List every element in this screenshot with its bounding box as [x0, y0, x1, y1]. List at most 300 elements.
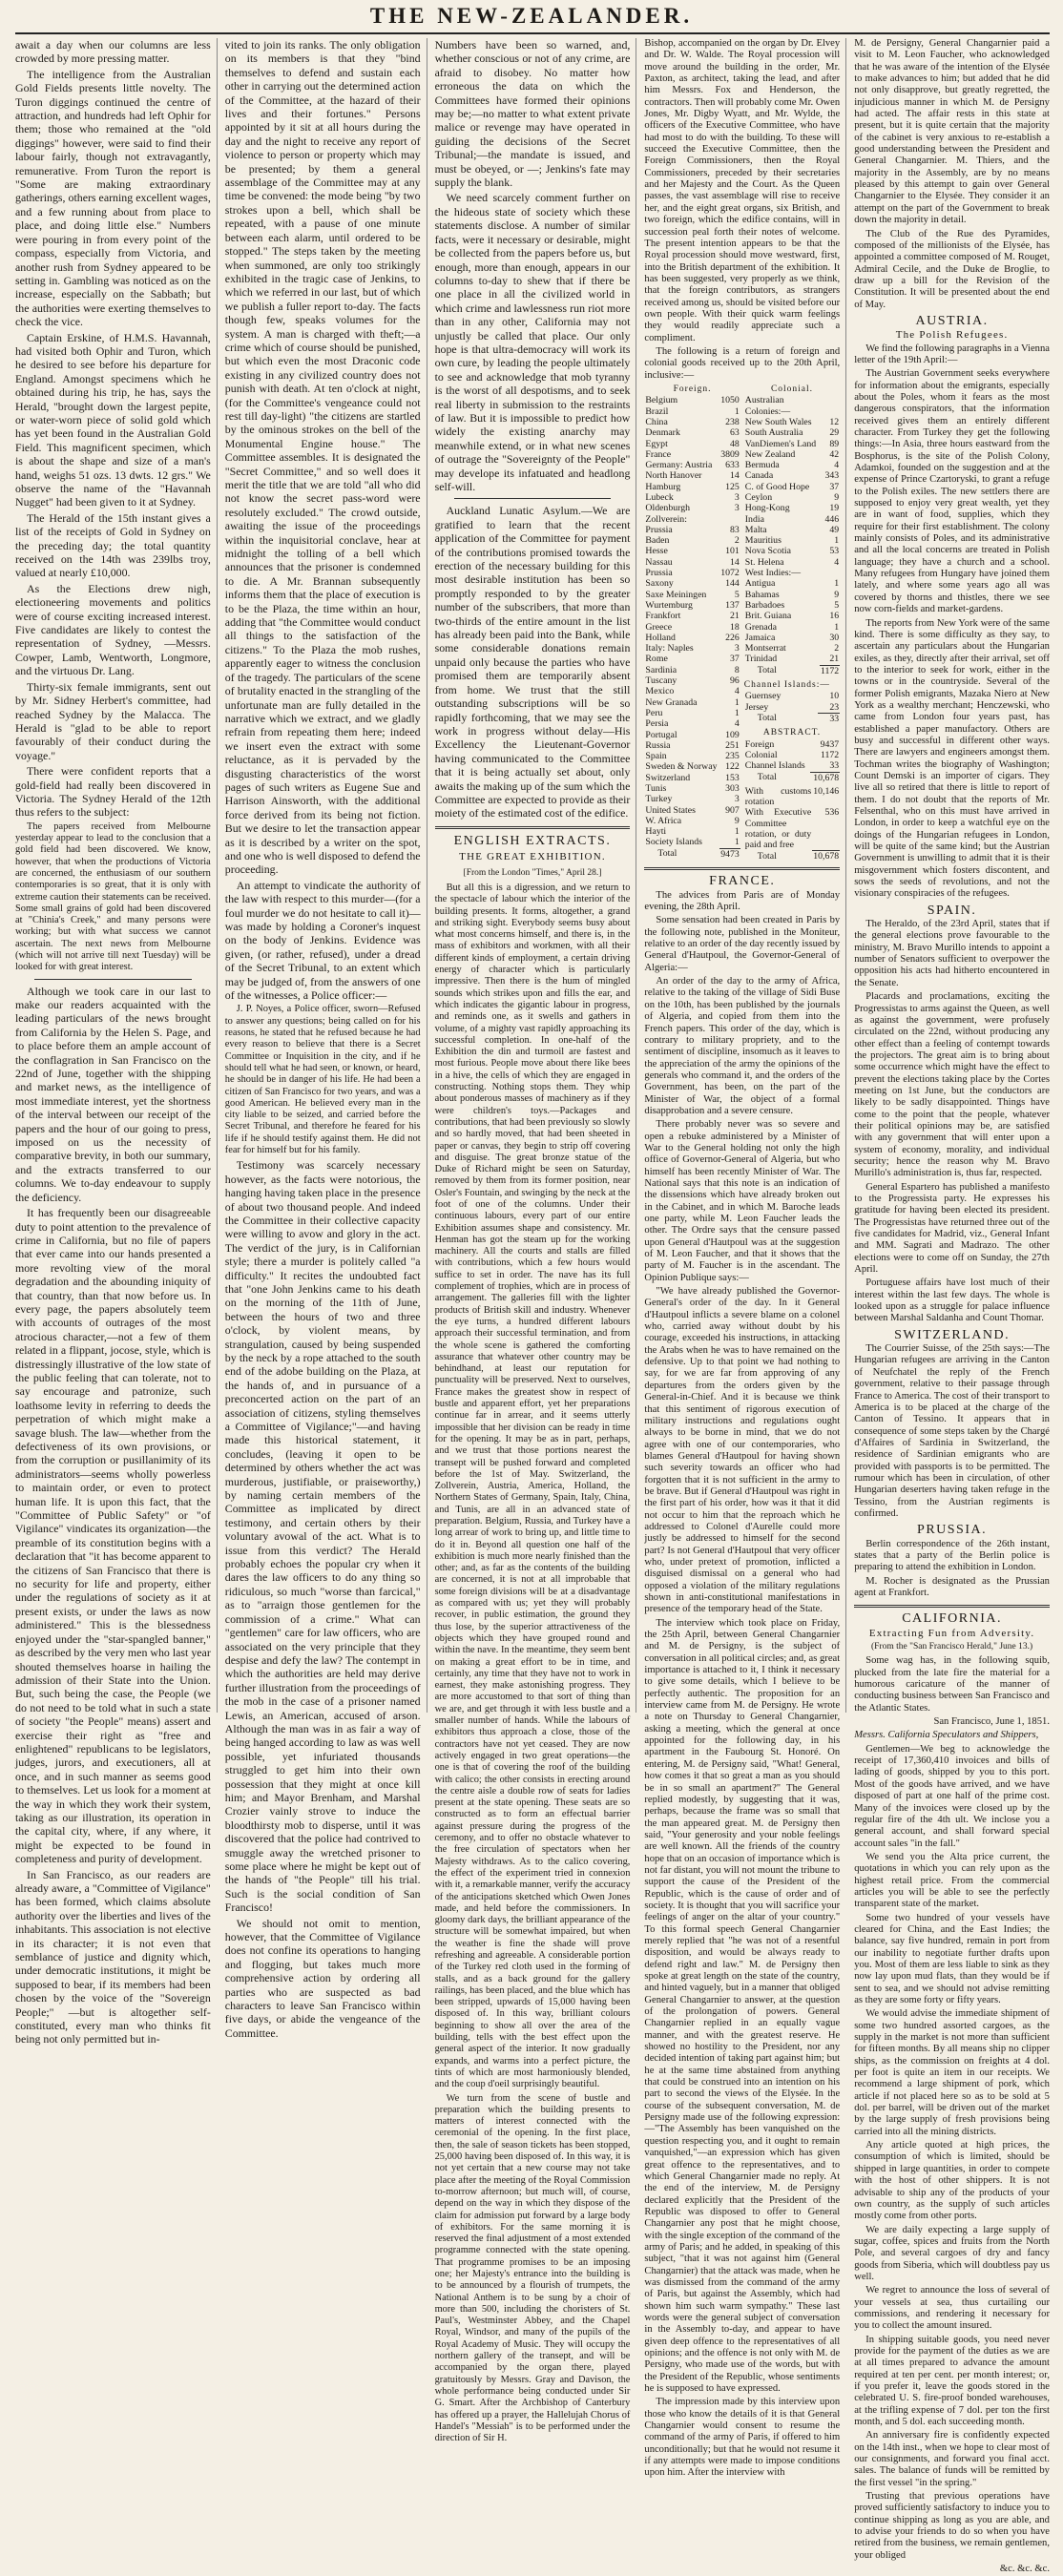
table-row: [744, 470, 840, 481]
table-total-row: [744, 772, 840, 783]
table-cell-label: Antigua: [744, 578, 776, 590]
paragraph: An order of the day to the army of Africa, relative to the taking of the village of Sidi Buse on the 10th, has been published by the journals of Algeria, and copied from them into the French papers. This order of the day, which is contrary to military propriety, and to the sentiment of discipline, insomuch as it leaves to the appreciation of the army the opinions of the generals who command it, and the orders of the Government, has been, on the part of the Minister of War, the object of a formal disapprobation and a severe censure.: [644, 976, 841, 1116]
table-row: [644, 535, 740, 546]
table-cell-value: 1: [734, 826, 740, 838]
table-cell-value: 1172: [820, 749, 840, 760]
table-cell-label: W. Africa: [645, 815, 682, 826]
table-row: [644, 697, 740, 708]
table-cell-label: Bermuda: [744, 460, 780, 471]
paragraph: Bishop, accompanied on the organ by Dr. Elvey and Dr. W. Walde. The Royal procession will move around the building in the order, Mr. Paxton, as architect, taking the lead, and after him Messrs. Fox and Henderson, the contractors. Then will probably come Mr. Owen Jones, Mr. Digby Wyatt, and Mr. Wylde, the officers of the Executive Committee, who have had most to do with the building. To these will succeed the Executive Committee, then the Foreign Commissioners, then the Royal Commissioners, preceded by their secretaries and her Majesty and the Court. As the Queen passes, the vast assemblage will rise to receive her, and the eight great organs, six British, and two foreign, which the edifice contains, will in succession peal forth their notes of welcome. The present intention appears to be that the Royal procession should move westward, first, into the British department of the exhibition. It has been suggested, very properly as we think, that the foreign contributors, as strangers received among us, should be visited before our own people. With their quick warm feelings they would readily appreciate such a compliment.: [644, 38, 841, 343]
table-cell-label: West Indies:—: [744, 568, 802, 579]
table-cell-label: Portugal: [645, 729, 677, 740]
paragraph: There probably never was so severe and open a rebuke administered by a Minister of War to the General holding not only the high office of Governor-General of Algeria, but who himself has been recently Minister of War. The National says that this note is an indication of the dissensions which have already broken out in the Cabinet, and in which M. Baroche leads one party, while M. Leon Faucher leads the other. The Ordre says that the censure passed upon General d'Hautpoul was at the suggestion of M. Leon Faucher, and that it shows that the party of M. Faucher is in the ascendant. The Opinion Publique says:—: [644, 1119, 841, 1283]
paragraph: Testimony was scarcely necessary however, as the facts were notorious, the hanging having taken place in the presence of about two thousand people. And indeed the Committee in their collective capacity were willing to avow and glory in the act. The verdict of the jury, is in Californian style; there a murder is politely called "a difficulty." It recites the undoubted fact that "one John Jenkins came to his death on the morning of the 11th of June, between the hours of two and three o'clock, by violent means, by strangulation, caused by being suspended by the neck by a rope attached to the south end of the adobe building on the Plaza, at the hands of, and in pursuance of a preconcerted action on the part of an association of citizens, styling themselves a Committee of Vigilance;"—and having made this historical statement, it concludes, (leaving it open to be determined by others whether the act was murderous, justifiable, or praiseworthy,) by naming certain members of the Committee as implicated by direct testimony, and certain others by their voluntary avowal of the act. What is to issue from this verdict? The Herald probably echoes the popular cry when it dares the law officers to do any thing so ridiculous, so much "worse than farcical," as to "arraign those gentlemen for the commission of a crime." What can "gentlemen" care for law officers, who are associated on the very principle that they despise and defy the law? The contempt in which the authorities are held may derive further illustration from the proceedings of the mob in the case of a prisoner named Lewis, an American, accused of arson. Although the man was in as fair a way of being hanged according to law as was well possible, yet infuriated thousands struggled to get him into their own possession that they might at once kill him; and Mayor Brenham, and Marshal Crozier vainly strove to induce the bloodthirsty mob to disperse, until it was discovered that the police had contrived to smuggle away the wretched prisoner to some place where he might be kept out of the hands of "the People" till his trial. Such is the social condition of San Francisco!: [224, 1158, 421, 1915]
table-cell-label: Trinidad: [744, 654, 778, 665]
table-row: [644, 686, 740, 696]
paragraph: Numbers have been so warned, and, whether conscious or not of any crime, are afraid to disobey. No matter how erroneous the data on which the Committees have formed their opinions may be;—no matter to what extent private malice or revenge may have operated in guiding the decisions of the Secret Tribunal;—the mandate is issued, and must be obeyed, or —; Jenkins's fate may supply the blank.: [434, 38, 631, 190]
table-cell-value: 53: [829, 546, 840, 557]
table-row: [744, 691, 840, 701]
paragraph: The impression made by this interview upon those who know the details of it is that General Changarnier would consent to resume the command of the army of Paris, if offered to him unconditionally; but that he would not resume it if any attempts were made to impose conditions upon him. After the interview with: [644, 2397, 841, 2479]
paragraph: We send you the Alta price current, the quotations in which you can rely upon as the highest retail price. From the commercial articles you will be able to see the perfectly transparent state of the market.: [854, 1851, 1050, 1910]
table-cell-label: C. of Good Hope: [744, 481, 810, 492]
table-cell-value: 12: [829, 416, 840, 427]
table-cell-value: 4: [734, 686, 740, 697]
table-row: [744, 786, 840, 808]
table-row: [644, 665, 740, 675]
table-cell-label: Holland: [645, 632, 676, 643]
table-cell-label: Lubeck: [645, 491, 674, 503]
table-cell-value: 19: [829, 503, 840, 514]
paragraph: Trusting that previous operations have proved sufficiently satisfactory to induce you to continue shipping as long as you are able, and to advise your friends to do so when you have retired from the business, we remain gentlemen, your obliged: [854, 2491, 1050, 2561]
paragraph: We would advise the immediate shipment of some two hundred assorted cargoes, as the supply in the market is not more than sufficient for fifteen months. By all means ship no clipper ships, as the commission on freights at 4 dol. per foot is quite an item in our receipts. We recommend a large shipment of pork, which article if not placed here so as to be sold at 5 dol. per barrel, will be driven out of the market by the large supply of fresh provisions being carried into all the mining districts.: [854, 2008, 1050, 2137]
paragraph: We regret to announce the loss of several of your vessels at sea, thus curtailing our commissions, and rendering it necessary for you to collect the amount insured.: [854, 2285, 1050, 2332]
table-row: [644, 449, 740, 460]
paragraph: General Espartero has published a manifesto to the Progressista party. He expresses his gratitude for having been elected its president. The Progressistas have returned three out of the five candidates for Madrid, viz., General Infant and MM. Sagrati and Madrazo. The other elections were to come off on Sunday, the 27th April.: [854, 1181, 1050, 1276]
table-cell-label: Persia: [645, 718, 669, 730]
table-cell-value: [820, 568, 840, 578]
table-cell-value: 137: [725, 599, 740, 611]
section-heading-france: FRANCE.: [709, 874, 776, 889]
table-cell-label: India: [744, 513, 764, 525]
table-cell-label: Barbadoes: [744, 599, 785, 611]
table-row: [644, 773, 740, 783]
table-row: [644, 600, 740, 611]
paragraph: It has frequently been our disagreeable duty to point attention to the prevalence of crime in California, but no file of papers that ever came into our hands presented a more revolting view of the moral degradation and the abounding iniquity of that country, than that now before us. In every page, the papers absolutely teem with accounts of outrages of the most atrocious character,—not a few of them related in a flippant, jocose, style, which is distressingly illustrative of the low state of the public feeling that can tolerate, not to say encourage and patronize, such loathsome levity in referring to deeds the perpetration of which might make a savage blush. The law—whether from the defectiveness of its own provisions, or from the corruption or pusillanimity of its administrators—seems wholly powerless to maintain order, or even to protect human life. It is upon this fact, that the "Committee of Public Safety" or "of Vigilance" vindicates its organization—the preamble of its constitution begins with a declaration that "it has become apparent to the citizens of San Francisco that there is no security for life and property, either under the regulations of society as it at present exists, or under the laws as now administered." This is the blessedness enjoyed under the "star-spangled banner," as described by the very men who last year shouted themselves hoarse in hailing the admission of their State into the Union. But, such being the case, the People (we do not need to be told what in such a state of society "the People" means) assert and exercise their right as "free and enlightened" republicans to be legislators, judges, jurors, and executioners, all at once, and in such manner as seems good to themselves. Let us look for a moment at the way in which they work their system, taking as our illustration, its operation in the capital city, where, if any where, it might be expected to be found in completeness and purity of development.: [15, 1206, 211, 1866]
table-row: [644, 514, 740, 525]
table-cell-label: New Zealand: [744, 448, 796, 460]
table-cell-label: Saxe Meiningen: [645, 589, 707, 600]
table-row: [744, 643, 840, 654]
paragraph: We need scarcely comment further on the hideous state of society which these statements disclose. A number of similar facts, were it necessary or desirable, might be collected from the papers before us, but enough, more than enough, appears in our columns to-day to shew that if there be one place in all the civilized world in which crime and lawlessness run riot more than in any other, California may not unjustly be called that place. Our only hope is that ultra-democracy will work its own cure, by leading the people ultimately to see and acknowledge that mob tyranny is the worst of all despotisms, and to seek real liberty in submission to the restraints of law. But it is impossible to predict how widely the existing anarchy may meanwhile extend, or in what new scenes of outrage the "Sovereignty of the People" may develope its infatuated and headlong self-will.: [434, 191, 631, 493]
masthead-rule: [15, 32, 1050, 34]
table-cell-value: 96: [730, 675, 740, 687]
paragraph: Berlin correspondence of the 26th instant, states that a party of the Berlin police is preparing to attend the exhibition in London.: [854, 1538, 1050, 1573]
paragraph: Auckland Lunatic Asylum.—We are gratified to learn that the recent application of the Committee for payment of the contributions promised towards the erection of the necessary building for this most desirable institution has been so promptly responded to by the greater number of the subscribers, that more than two-thirds of the entire amount in the list has already been paid into the Bank, while some considerable donations remain unpaid only because the parties who have promised them are temporarily absent from home. We trust that the still outstanding subscriptions will be so rapidly forthcoming, that we may see the work in progress without delay—His Excellency the Lieutenant-Governor having communicated to the Committee that it is being actually set about, only awaits the making up of the sum which the Committee are expected to provide as their moiety of the estimated cost of the edifice.: [434, 504, 631, 821]
quoted-extract: The papers received from Melbourne yesterday appear to lead to the conclusion that a gold field had been discovered. We know, however, that when the productions of Victoria are concerned, the enthusiasm of our southern contemporaries is so great, that it is only with extreme caution their statements can be received. Some small grains of gold had been discovered at "Chinia's Creek," and many persons were working; but with what success we cannot ascertain. The next news from Melbourne (which will not arrive till next Tuesday) will be looked for with great interest.: [15, 821, 211, 973]
paragraph: An anniversary fire is confidently expected on the 14th inst., when we hope to clear most of our consignments, and forward you final acct. sales. The balance of funds will be remitted by the first vessel "in the spring.": [854, 2430, 1050, 2488]
table-row: [744, 807, 840, 850]
table-row: [644, 492, 740, 503]
table-cell-label: North Hanover: [645, 470, 702, 482]
total-label: Total: [757, 665, 777, 676]
table-row: [744, 633, 840, 643]
table-row: [744, 460, 840, 470]
paragraph: The intelligence from the Australian Gold Fields presents little novelty. The Turon diggings continued the centre of attraction, and hundreds had left Ophir for them; those who remained at the "old diggings" however, were said to find their labour fairly, though not extravagantly, remunerative. From Turon the report is "Some are making extraordinary gatherings, others earning excellent wages, and a few running about from place to place, and doing little else." Numbers were pouring in from every point of the compass, especially from Victoria, and another rush from Sydney appeared to be setting in. Gambling was noticed as on the increase, especially on the Sabbath; but the authorities were exerting themselves to check the vice.: [15, 67, 211, 329]
table-row: [744, 417, 840, 427]
paragraph: We find the following paragraphs in a Vienna letter of the 19th April:—: [854, 343, 1050, 365]
paragraph: The Austrian Government seeks everywhere for information about the emigrants, especially about the Poles, whom it fears as the most dangerous conspirators, that the information received gives them an entirely different character. From Turkey they get the following things:—In Asia, three hours eastward from the Bosphorus, is the site of the Polish Colony, Adamkoi, founded on the suggestion and at the expense of Prince Czartoryski, to grant a refuge to the Polish exiles. The new settlers there are supposed to enjoy very great wealth, yet they are in want of food, supplies, which they require for their first establishment. The colony mainly consists of Poles, and its administrative and all the local concerns are treated in Polish language; they have a church and a school. Many refugees from Hungary have joined them lately, and where some years ago all was covered by thorns and thistles, there we see now corn-fields and market-gardens.: [854, 368, 1050, 615]
table-cell-value: 37: [829, 481, 840, 492]
colonial-goods-block: [744, 384, 840, 862]
total-label: Total: [657, 848, 677, 860]
paragraph: Placards and proclamations, exciting the Progressistas to arms against the Queen, as well as against the government, were profusely circulated on the 22nd, without producing any other effect than a feeling of contempt towards the projectors. The great aim is to bring about some occurrence which might have the effect to prevent the elections taking place by the Cortes meeting on 1st June, but the conductors are likely to be sadly disappointed. Things have come to the point that the people, whatever their political opinions may be, are satisfied with any government that will enter upon a system of economy, morality, and individual security; hence the reason why M. Bravo Murillo's administration is, thus far, respected.: [854, 991, 1050, 1179]
paragraph: Any article quoted at high prices, the consumption of which is limited, should be shipped in large quantities, in order to compete with the host of other shippers. It is not advisable to ship any of the products of your own country, as the supply of such articles mostly come from other ports.: [854, 2140, 1050, 2222]
table-cell-value: 30: [829, 632, 840, 643]
table-cell-label: Jersey: [744, 701, 769, 713]
table-cell-value: 89: [829, 438, 840, 449]
table-cell-label: Prussia: [645, 524, 673, 535]
total-value: 9473: [720, 848, 740, 860]
quoted-testimony: J. P. Noyes, a Police officer, sworn—Refused to answer any questions; being called on for his reasons, he stated that he refused because he had every reason to believe that there is a Secret Committee or Inquisition in the city, and if he should tell what he had seen, or known, or heard, he should be in danger of his life. He had been a citizen of San Francisco for two years, and was a good American. He believed every man in the city liable to be seized, and carried before the Secret Tribunal, and therefore he feared for his life if he should testify against them. He did not fear for himself but for his family.: [224, 1004, 421, 1155]
table-cell-label: Zollverein:: [645, 513, 687, 525]
table-cell-label: Ceylon: [744, 491, 773, 503]
table-row: [644, 783, 740, 794]
paragraph: In San Francisco, as our readers are already aware, a "Committee of Vigilance" has been formed, which claims absolute authority over the liberties and lives of the inhabitants. This association is not elective in its character; it is not even that semblance of justice and dignity which, under democratic institutions, it might be supposed to bear, if its members had been chosen by the voice of the "Sovereign People;" —but is altogether self-constituted, every man who thinks fit being not only permitted but in-: [15, 1867, 211, 2046]
table-row: [644, 708, 740, 718]
table-row: [744, 395, 840, 417]
section-heading-spain: SPAIN.: [927, 903, 977, 918]
table-cell-label: Bahamas: [744, 589, 780, 600]
table-row: [644, 718, 740, 729]
table-row: [744, 578, 840, 589]
table-cell-value: 1: [734, 405, 740, 417]
table-cell-value: 446: [824, 513, 840, 525]
table-cell-value: 4: [834, 460, 840, 471]
table-cell-value: 251: [725, 739, 740, 751]
table-row: [644, 611, 740, 621]
table-cell-value: 907: [725, 804, 740, 816]
column-2: [224, 38, 427, 2040]
table-cell-label: Nassau: [645, 556, 673, 568]
table-cell-label: Mauritius: [744, 535, 782, 547]
column-4: [644, 38, 846, 2479]
table-cell-label: Saxony: [645, 578, 674, 590]
table-cell-label: Hamburg: [645, 481, 681, 492]
table-row: [644, 546, 740, 556]
table-row: [744, 568, 840, 578]
table-cell-value: 4: [834, 556, 840, 568]
table-cell-value: 21: [730, 611, 740, 622]
table-cell-label: Malta: [744, 524, 767, 535]
table-cell-value: 343: [824, 470, 840, 482]
table-cell-value: 14: [730, 470, 740, 482]
total-label: Total: [757, 772, 777, 782]
table-total-row: [744, 851, 840, 862]
table-cell-value: 303: [725, 783, 740, 794]
table-cell-label: VanDiemen's Land: [744, 438, 817, 449]
signature: &c. &c. &c.: [999, 2564, 1050, 2575]
table-cell-label: Greece: [645, 621, 673, 633]
subheading-extracting-fun: Extracting Fun from Adversity.: [868, 1627, 1035, 1639]
paragraph: The interview which took place on Friday, the 25th April, between General Changarnier and M. de Persigny, is the subject of conversation in all political circles; and, as great importance is attached to it, I think it necessary to give some details, which I believe to be perfectly authentic. The proposition for an interview came from M. de Persigny. He wrote a note on Thursday to General Changarnier, asking a meeting, which the general at once appointed for the following day, in his apartment in the Faubourg St. Honoré. On entering, M. de Persigny said, "What! General, how comes it that so great a man as you should be in so small an apartment?" The General replied modestly, by suggesting that it was, perhaps, because the frame was so small that the man appeared great. M. de Persigny then said, "Your generosity and your noble feelings are well known. All the friends of the country hope that on an occasion of importance which is not far distant, you will not mount the tribune to support the cause of the President of the Republic, which is the cause of order and of society. It is thought that you will sacrifice your feelings of anger on the altar of your country." To this formal speech General Changarnier merely replied that "he was not of a resentful disposition, and would be always ready to defend right and law." M. de Persigny then spoke at great length on the state of the country, and hinted vaguely, but in a manner that obliged General Changarnier to answer, at the question of the prolongation of powers. General Changarnier replied in an equally vague manner, and with the greatest reserve. He showed no hostility to the President, nor any decided intention of taking part against him; but he at the same time abstained from anything that could be construed into an intention on his part to second the views of the Elysée. In the course of the subsequent conversation, M. de Persigny made use of the following expression:—"The Assembly has been vanquished on the question respecting you, and it ought to remain vanquished,"—an expression which has given great offence to the representatives, and to which General Changarnier made no reply. At the end of the interview, M. de Persigny declared explicitly that the President of the Republic was disposed to offer to General Changarnier any post that he might choose, with the single exception of the command of the army of Paris; and he added, in speaking of this subject, "that it was not against him (General Changarnier) that the attack was made, when he was dismissed from the command of the army of Paris, but against the Assembly, which had shown him such warm sympathy." These last words were the general subject of conversation in the Assembly to-day, and appear to have given deep offence to the representatives of all opinions; and the offence is not only with M. de Persigny, who made use of the words, but with the President of the Republic, whose sentiments he is supposed to have expressed.: [644, 1617, 841, 2395]
paragraph: Thirty-six female immigrants, sent out by Mr. Sidney Herbert's committee, had reached Sydney by the Malacca. The Herald is "glad to be able to report favourably of their conduct during the voyage.": [15, 679, 211, 762]
table-cell-value: 10,146: [813, 785, 840, 797]
table-row: [744, 449, 840, 460]
table-row: [644, 470, 740, 481]
table-cell-value: 63: [730, 427, 740, 439]
table-cell-value: 633: [725, 460, 740, 471]
table-row: [744, 600, 840, 611]
total-value: 10,678: [813, 851, 840, 862]
table-row: [644, 417, 740, 427]
table-cell-value: 125: [725, 481, 740, 492]
table-cell-label: Brit. Guiana: [744, 611, 792, 622]
table-row: [744, 503, 840, 513]
table-row: [744, 482, 840, 492]
table-cell-label: China: [645, 416, 668, 427]
paragraph: Gentlemen—We beg to acknowledge the receipt of 17,360,410 invoices and bills of lading of goods, shipped by you to this port. Most of the goods have arrived, and we have disposed of part at one half of the prime cost. Many of the invoices were closed up by the regular fire of the 4th ult. We inclose you a general account, and shall forward special account sales "in the fall.": [854, 1743, 1050, 1849]
table-cell-value: 5: [834, 599, 840, 611]
paragraph: The Heraldo, of the 23rd April, states that if the general elections prove favourable to the ministry, M. Bravo Murillo intends to appoint a number of Senators sufficient to overpower the opposition his acts had hitherto encountered in the Senate.: [854, 919, 1050, 988]
table-cell-label: With Executive Committee rotation, or duty paid and free: [744, 807, 812, 851]
table-cell-value: 9: [834, 589, 840, 600]
paragraph: But all this is a digression, and we return to the spectacle of labour which the interior of the building presents. It forms, altogether, a grand and striking sight. Everybody seems busy about what most concerns himself, and there is, in the mass of exhibitors and workmen, with all their different kinds of employment, a certain driving energy of character which is particularly impressive. Then there is the hum of mingled sounds which strikes upon and fills the ear, and which indicates the gigantic labour in progress, and reminds one, as it swells and gathers in volume, of a mighty vast rapidly approaching its successful completion. In one-half of the Exhibition the din and turmoil are fastest and most furious. People move about there like bees in a hive, the cells of which they are engaged in constructing. Nothing stops them. They whip about ponderous masses of machinery as if they were children's toys.—Packages and contributions, that had been previously so slowly and so hardly moved, that had been sheeted in paper or canvas, they begin to strip off covering and disguise. The great bronze statue of the Duke of Richard might be seen on Saturday, removed by them from its former position, near Osler's Fountain, and swinging by the neck at the foot of one of the columns. Under their continuous labours, every part of our entire Exhibition assumes shape and consistency. Mr. Henman has got the steam up for the working machinery. All the courts and stalls are filled with contributions, which a few hours would suffice to set in order. The nave has its full complement of trophies, which are in process of arrangement. The galleries fill with the lighter products of British skill and industry. Whenever the eye turns, a hundred different labours approach their successful termination, and from the whole scene is gathered the comforting assurance that whatever other country may be behindhand, at least our reputation for punctuality will be preserved. Next to ourselves, France makes the greatest show in respect of bustle and apparent effort, yet her preparations continue far in arrear, and it seems utterly impossible that her division can be ready in time for the opening. It may be as in part, perhaps, and we trust that those portions nearest the transept will be pushed forward and completed before the 1st of May. Switzerland, the Zollverein, Austria, America, Holland, the Northern States of Germany, Spain, Italy, China, and Tunis, are all in an advanced state of preparation. Belgium, Russia, and Turkey have a long arrear of work to bring up, and little time to do it in. Beyond all question one half of the exhibition is much more nearly finished than the other; and, as far as the contents of the building are concerned, it is not at all improbable that some foreign divisions will be at a disadvantage as compared with us; yet they will probably recover, in public estimation, the ground they thus lose, by the superior attractiveness of the objects which they have grouped round and within the nave. In the meantime, they seem bent on making a great effort to be in time, and certainly, any time that they have not to work in earnest, they make astonishing progress. They are more accustomed to that sort of thing than we are, and get through it with less bustle and a smaller number of hands. While the labours of exhibitors thus approach a close, those of the contractors have not yet ceased. They are now actively engaged in two great operations—the one is that of covering the roof of the building with calico; the other consists in erecting around the centre aisle a double row of seats for ladies present at the state opening. These seats are so constructed as to form an effectual barrier against pressure during the progress of the ceremony, and to offer no obstacle whatever to the free circulation of spectators when her Majesty withdraws. As to the calico covering, the effect of the experiment tried in connexion with it, a remarkable manner, verify the accuracy of the anticipations sketched which Owen Jones made, and held before the commissioners. In gloomy dark days, the brilliant appearance of the structure will be somewhat impaired, but when the weather is fine the shade will prove refreshing and agreeable. A considerable portion of the Turkey red cloth used in the forming of stalls, and as a back ground for the gallery railings, has been placed, and the blue which has been stripped, upwards of 15,000 having been disposed of. In this way, brilliant colours beginning to show all over the area of the building, tells with the best effect upon the general aspect of the interior. It now gradually expands, and warms into a perfect picture, the tints of which are most harmoniously blended, and the coup d'oeil surprisingly beautiful.: [434, 882, 631, 2090]
table-cell-label: Hesse: [645, 546, 668, 557]
table-cell-label: Guernsey: [744, 691, 782, 702]
table-cell-label: Frankfort: [645, 611, 681, 622]
source-credit: [From the London "Times," April 28.]: [463, 867, 602, 878]
table-cell-value: 8: [734, 664, 740, 675]
table-cell-label: Colonial: [744, 749, 778, 760]
table-cell-value: 2: [734, 535, 740, 547]
table-row: [644, 826, 740, 837]
table-cell-value: 153: [725, 772, 740, 783]
abstract-table: [744, 739, 840, 783]
total-label: Total: [757, 713, 777, 724]
table-cell-value: 1072: [720, 568, 740, 579]
paragraph: Some sensation had been created in Paris by the following note, published in the Moniteur, relative to an order of the day recently issued by General d'Hautpoul, the Governor-General of Algeria:—: [644, 915, 841, 973]
table-cell-label: Australian Colonies:—: [744, 395, 791, 417]
paragraph: There were confident reports that a gold-field had really been discovered in Victoria. The Sydney Herald of the 12th thus refers to the subject:: [15, 764, 211, 820]
column-3: [434, 38, 637, 2444]
table-row: [644, 427, 740, 438]
table-cell-value: 3809: [720, 448, 740, 460]
table-cell-label: Sardinia: [645, 664, 677, 675]
table-cell-label: New South Wales: [744, 416, 812, 427]
table-cell-value: 37: [730, 654, 740, 665]
table-cell-label: Peru: [645, 707, 663, 718]
table-cell-label: Prussia: [645, 568, 673, 579]
table-cell-value: 10: [829, 691, 840, 702]
table-cell-value: 122: [725, 761, 740, 773]
paragraph: M. de Persigny, General Changarnier paid a visit to M. Leon Faucher, who acknowledged that he was aware of the intention of the Elysée to make advances to him; but added that he did not only disapprove, but greatly regretted, the injudicious manner in which M. de Persigny had acted. The affair rests in this state at present, but it is quite certain that the majority of the cabinet is very anxious to re-establish a good understanding between the President and General Changarnier. M. Thiers, and the majority in the Assembly, are by no means pleased by this attempt to gain over General Changarnier to the Elysée. They consider it an attempt on the part of the Government to break down the majority in detail.: [854, 38, 1050, 226]
table-cell-label: Hong-Kong: [744, 503, 790, 514]
table-row: [744, 622, 840, 633]
table-cell-label: Nova Scotia: [744, 546, 791, 557]
table-row: [644, 805, 740, 816]
table-cell-label: With customs rotation: [744, 785, 812, 808]
table-row: [744, 427, 840, 438]
goods-return-tables: [644, 384, 840, 862]
table-cell-label: Belgium: [645, 395, 678, 406]
table-cell-label: Switzerland: [645, 772, 691, 783]
section-divider: [644, 867, 840, 870]
table-cell-value: 49: [829, 524, 840, 535]
paragraph: "We have already published the Governor-General's order of the day. In it General d'Hautpoul inflicts a severe blame on a colonel who, carried away without doubt by his courage, exceeded his instructions, in attacking the Arabs when he was to have remained on the defensive. Up to that point we had nothing to say, for we are far from approving of any departures from the orders given by the General-in-Chief. And it is because we think that this sentiment of rigorous execution of military instructions and regulations ought always to be borne in mind, that we do not agree with one of our contemporaries, who blames General d'Hautpoul for having shown such severity towards an officer who had forgotten that it is not sufficient in the army to be brave. But if General d'Hautpoul was right in the first part of his order, how was it that it did not occur to him that the reproach which he addressed to Colonel d'Aurelle could more justly be addressed to himself for the second part? Is not General d'Hautpoul that very officer who, under pretext of promotion, inflicted a disguised dismissal on a general who had opposed a violation of the military regulations shown in anti-constitutional manifestations in presence of the temporary head of the State.: [644, 1286, 841, 1615]
section-heading-austria: AUSTRIA.: [915, 313, 989, 328]
table-cell-value: 18: [730, 621, 740, 633]
source-credit: (From the "San Francisco Herald," June 13.): [870, 1642, 1033, 1652]
paragraph: The reports from New York were of the same kind. There is some difficulty as they say, to ascertain any particulars about the Hungarian exiles, as they, directly after their arrival, set off to the interior to seek for work, either in the towns or in the countryside. Several of the former Polish emigrants, Mazaka Niero at New York as a wealthy merchant; Henczewski, who came from London four years past, has established a paper manufactory. Others are busy and successful in different other ways. There are lawyers and engineers amongst them. Tochman writes the biography of Washington; Count Demski is an importer of cigars. They live all so retired that there is little to report of them. I do not doubt that the reports of Mr. Felsenthal, who on this must have arrived in London, in order to keep a watchful eye on the doings of the Hungarian refugees in London, will be quite of the same kind; but the Austrian Government is unwilling to admit that it is their misgovernment which fosters discontent, and sows the seeds of revolutions, and not the visionary conspiracies of the refugees.: [854, 617, 1050, 900]
customs-table: [744, 786, 840, 862]
table-row: [644, 730, 740, 740]
paragraph: The Herald of the 15th instant gives a list of the receipts of Gold in Sydney on the preceding day; the total quantity received on the 14th was 239lbs troy, valued at nearly £10,000.: [15, 510, 211, 580]
table-cell-value: 9437: [820, 738, 840, 750]
table-cell-label: Italy: Naples: [645, 643, 694, 654]
table-cell-value: 23: [829, 701, 840, 713]
table-total-row: [744, 665, 840, 676]
table-cell-label: Montserrat: [744, 643, 786, 654]
table-cell-value: 48: [730, 438, 740, 449]
table-cell-value: 109: [725, 729, 740, 740]
table-cell-label: Germany: Austria: [645, 460, 713, 471]
table-cell-value: 33: [829, 760, 840, 772]
table-cell-label: Brazil: [645, 405, 669, 417]
table-row: [644, 568, 740, 578]
table-row: [744, 654, 840, 665]
table-row: [744, 611, 840, 621]
table-row: [644, 654, 740, 664]
table-cell-value: 83: [730, 524, 740, 535]
table-row: [744, 514, 840, 525]
table-row: [744, 546, 840, 556]
paragraph: Portuguese affairs have lost much of their interest within the last few days. The whole is looked upon as a struggle for palace influence between Marshal Saldanha and Count Thomar.: [854, 1278, 1050, 1324]
table-row: [644, 460, 740, 470]
table-cell-value: 235: [725, 751, 740, 762]
salutation: Messrs. California Speculators and Shippers,: [854, 1730, 1039, 1741]
table-row: [744, 760, 840, 772]
section-heading-california: CALIFORNIA.: [902, 1611, 1002, 1627]
table-cell-value: 1: [834, 578, 840, 590]
table-cell-label: Oldenburgh: [645, 503, 691, 514]
table-cell-value: 9: [734, 815, 740, 826]
table-cell-label: Jamaica: [744, 632, 776, 643]
paragraph: As the Elections drew nigh, electioneering movements and politics were of course exciting increased interest. Five candidates are likely to contest the representation of Sydney, —Messrs. Cowper, Lamb, Wentworth, Longmore, and the virtuous Dr. Lang.: [15, 581, 211, 678]
paragraph: The Club of the Rue des Pyramides, composed of the millionists of the Elysée, has appointed a committee composed of M. Rouget, Admiral Cecile, and the Duke de Broglie, to draw up a bill for the Revision of the Constitution. It will be presented about the end of May.: [854, 228, 1050, 310]
table-cell-label: Grenada: [744, 621, 777, 633]
table-cell-value: 4: [734, 718, 740, 730]
table-cell-label: Channel Islands: [744, 760, 805, 772]
table-row: [644, 633, 740, 643]
table-total-row: [644, 848, 740, 860]
table-row: [644, 816, 740, 826]
channel-goods-table: [744, 691, 840, 724]
table-cell-value: 536: [824, 807, 840, 819]
table-cell-label: Wurtemburg: [645, 599, 693, 611]
table-row: [744, 590, 840, 600]
section-divider: [435, 826, 631, 829]
table-cell-label: Tuscany: [645, 675, 677, 687]
table-cell-value: 42: [829, 448, 840, 460]
table-cell-value: 144: [725, 578, 740, 590]
table-row: [644, 837, 740, 848]
table-row: [744, 750, 840, 760]
table-cell-label: Egypt: [645, 438, 668, 449]
table-cell-value: [719, 514, 740, 525]
paragraph: We are daily expecting a large supply of sugar, coffee, spices and fruits from the North Pole, and several cargoes of dry and fancy goods from Siberia, which will doubtless pay us well.: [854, 2224, 1050, 2282]
table-cell-value: 1: [734, 707, 740, 718]
table-cell-label: Hayti: [645, 826, 667, 838]
divider: [34, 979, 192, 980]
table-cell-value: 2: [834, 643, 840, 654]
table-cell-value: 3: [734, 794, 740, 805]
total-value: 10,678: [810, 772, 840, 783]
paragraph: We turn from the scene of bustle and preparation which the building presents to matters of interest connected with the ceremonial of the opening. In the first place, then, the sale of season tickets has been stopped, 25,000 having been disposed of. In this way, it is not yet certain that a new course may not take place after the meeting of the Royal Commission to-morrow afternoon; but much will, of course, depend on the way in which they dispose of the claim for admission put forward by a large body of exhibitors. For the same morning it is reserved the final adjustment of a most extended programme connected with the state opening. That programme promises to be an imposing one; her Majesty's entrance into the building is to be announced by a flourish of trumpets, the National Anthem is to be sung by a choir of more than 500, including the choristers of St. Paul's, Westminster Abbey, and the Chapel Royal, Windsor, and many of the pupils of the Royal Academy of Music. They will occupy the northern gallery of the transept, and will be accompanied by the organ there, played gratuitously by Messrs. Gray and Davison, the whole performance being conducted under Sir G. Smart. After the Archbishop of Canterbury has offered up a prayer, the Hallelujah Chorus of Handel's "Messiah" is to be performed under the direction of Sir H.: [434, 2092, 631, 2444]
table-row: [744, 439, 840, 449]
paragraph: An attempt to vindicate the authority of the law with respect to this murder—(for a foul murder we do not hesitate to call it)—was made by holding a Coroner's inquest on the body of Jenkins. Evidence was given, (or rather, refused), under a dread of the Secret Tribunal, to an extent which may be judged of, from the answers of one of the witnesses, a Police officer:—: [224, 878, 421, 1003]
table-row: [644, 503, 740, 513]
table-cell-label: Spain: [645, 751, 667, 762]
paragraph: Some wag has, in the following squib, plucked from the late fire the material for a humorous caricature of the manner of conducting business between San Francisco and the Atlantic States.: [854, 1655, 1050, 1714]
paragraph: Although we took care in our last to make our readers acquainted with the leading particulars of the news brought from California by the Helen S. Page, and to place before them an ample account of the conflagration in San Francisco on the 22nd of June, together with the shipping and market news, as the intelligence of most immediate interest, yet the shortness of the interval between our receipt of the papers and the hour of our going to press, imposed on us the necessity of comparative brevity, in both our summary, and the extracts transferred to our columns. We to-day endeavour to supply the deficiency.: [15, 984, 211, 1204]
total-value: 33: [818, 713, 840, 724]
total-label: Total: [757, 850, 777, 862]
paragraph: We should not omit to mention, however, that the Committee of Vigilance does not confine its operations to hanging and flogging, but takes much more comprehensive action by ordering all parties who are suspected as bad characters to leave San Francisco within five days, or abide the vengeance of the Committee.: [224, 1916, 421, 2040]
table-row: [644, 675, 740, 686]
paragraph: The advices from Paris are of Monday evening, the 28th April.: [644, 889, 841, 913]
table-cell-value: 226: [725, 632, 740, 643]
table-cell-label: Society Islands: [645, 837, 702, 848]
table-cell-label: France: [645, 448, 672, 460]
table-row: [744, 702, 840, 714]
table-cell-value: 21: [829, 654, 840, 665]
table-cell-value: 1: [734, 837, 740, 848]
masthead: [0, 0, 1063, 32]
table-cell-value: 16: [829, 611, 840, 622]
table-row: [644, 395, 740, 405]
section-heading-switzerland: SWITZERLAND.: [894, 1327, 1011, 1342]
table-cell-label: Denmark: [645, 427, 680, 439]
channel-heading: Channel Islands:—: [743, 680, 830, 691]
subheading-polish-refugees: The Polish Refugees.: [895, 329, 1009, 342]
table-cell-label: New Granada: [645, 696, 698, 708]
table-cell-value: 3: [734, 491, 740, 503]
table-cell-value: 3: [734, 503, 740, 514]
paragraph: Some two hundred of your vessels have cleared for China, and the East Indies; the balance, say five hundred, remain in port from our inability to negotiate further drafts upon you. Most of them are less liable to sink as they now lay upon mud flats, than they would be if sent to sea, and we should not advise remitting as they are some forty or fifty years.: [854, 1912, 1050, 2005]
section-divider: [854, 1605, 1050, 1608]
table-row: [644, 525, 740, 535]
table-cell-value: [820, 395, 840, 417]
paragraph: vited to join its ranks. The only obligation on its members is that they "bind themselves to defend and sustain each other in carrying out the determined action of the Committee, at the hazard of their lives and their fortunes." Persons appointed by it sit at all hours during the day and the night to receive any report of violence to person or property which may be presented; by them a general assemblage of the Committee may at any time be convened: the mode being "by two strokes upon a bell, which shall be repeated, with a pause of one minute between each alarm, until ordered to be stopped." The steps taken by the meeting when summoned, are only too strikingly exhibited in the tragic case of Jenkins, to which we referred in our last, but of which we publish a fuller report to-day. The facts though few, speaks volumes for the system. A man is charged with theft;—a crime which of course should be punished, but which even the most Draconic code existing in any civilized country does not punish with death. At ten o'clock at night, (for the Committee's vengeance could not rest till day-light) "the citizens are startled by the ominous strokes on the bell of the Monumental Engine house." The Committee assembles. It is designated the "Secret Committee," and so well does it merit the title that we are told "all who did not know the secret pass-word were resolutely excluded." The crowd outside, awaiting the issue of the proceedings within the inquisitorial conclave, hear at midnight the tolling of a bell which announces that the prisoner is condemned to die. A Mr. Brannan subsequently informs them that the place of execution is to be the Plaza, the time within an hour, adding that "the Committee would conduct all things to the satisfaction of the citizens." To the Plaza the mob rushes, apparently eager to witness the conclusion of the tragedy. The particulars of the scene of brutality enacted in the strangling of the unfortunate man are fully detailed in the narrative which we extract, and we gladly refrain from repeating them here; indeed we insert even the extract with some reluctance, as it is pervaded by the disgusting characteristics of the worst pages of such writers as Eugene Sue and Harrison Ainsworth, with the additional force derived from its being not fiction. But we desire to let the transaction appear as it is described by a writer on the spot, and one who is well disposed to defend the proceeding.: [224, 38, 421, 877]
table-row: [644, 590, 740, 600]
foreign-heading: Foreign.: [673, 384, 712, 394]
table-row: [644, 622, 740, 633]
table-cell-label: South Australia: [744, 427, 803, 439]
newspaper-columns: [15, 38, 1050, 2575]
table-cell-label: Foreign: [744, 738, 775, 750]
table-cell-label: St. Helena: [744, 556, 784, 568]
column-5: [854, 38, 1050, 2575]
table-row: [744, 492, 840, 503]
table-cell-value: 1050: [720, 395, 740, 406]
table-cell-value: 29: [829, 427, 840, 439]
paragraph: The Courrier Suisse, of the 25th says:—The Hungarian refugees are arriving in the Canton of Neufchatel the reply of the French government, relative to their passage through France to America. The cost of their transport to America is to be placed at the charge of the Canton of Tessino. It appears that in consequence of some steps taken by the Chargé d'Affaires of Sardinia in Switzerland, the residence of Sardinian emigrants who are provided with passports is to be permitted. The rumour which has been in circulation, of other Hungarian deserters having taken refuge in the Tessino, from the Austrian regiments is confirmed.: [854, 1343, 1050, 1519]
table-cell-label: Canada: [744, 470, 774, 482]
table-total-row: [744, 713, 840, 724]
table-row: [744, 525, 840, 535]
table-row: [744, 739, 840, 750]
table-row: [644, 751, 740, 761]
paragraph: Captain Erskine, of H.M.S. Havannah, had visited both Ophir and Turon, which he desired to see before his departure for England. Amongst specimens which he obtained during his trip, he has, says the Herald, "brought down the largest pepite, or water-worn piece of solid gold which has yet been found in the Australian Gold Field. This magnificent specimen, which is about the shape and size of a man's hand, weighs 51 ozs. 13 dwts. 12 grs." We observe the name of the "Havannah Nugget" had been given to it at Sydney.: [15, 330, 211, 509]
paragraph: await a day when our columns are less crowded by more pressing matter.: [15, 38, 211, 66]
table-row: [644, 761, 740, 772]
abstract-heading: ABSTRACT.: [762, 728, 822, 738]
paragraph: The following is a return of foreign and colonial goods received up to the 20th April, inclusive:—: [644, 345, 841, 381]
table-cell-label: Rome: [645, 654, 668, 665]
table-cell-value: 14: [730, 556, 740, 568]
table-row: [644, 578, 740, 589]
section-heading-prussia: PRUSSIA.: [917, 1523, 988, 1538]
table-cell-value: 1: [834, 621, 840, 633]
table-row: [644, 557, 740, 568]
table-row: [644, 740, 740, 751]
section-heading-english-extracts: ENGLISH EXTRACTS.: [453, 833, 612, 848]
colonial-goods-table: [744, 395, 840, 676]
table-row: [644, 794, 740, 804]
table-cell-label: Russia: [645, 739, 671, 751]
table-cell-value: 1: [834, 535, 840, 547]
table-cell-value: 238: [725, 416, 740, 427]
